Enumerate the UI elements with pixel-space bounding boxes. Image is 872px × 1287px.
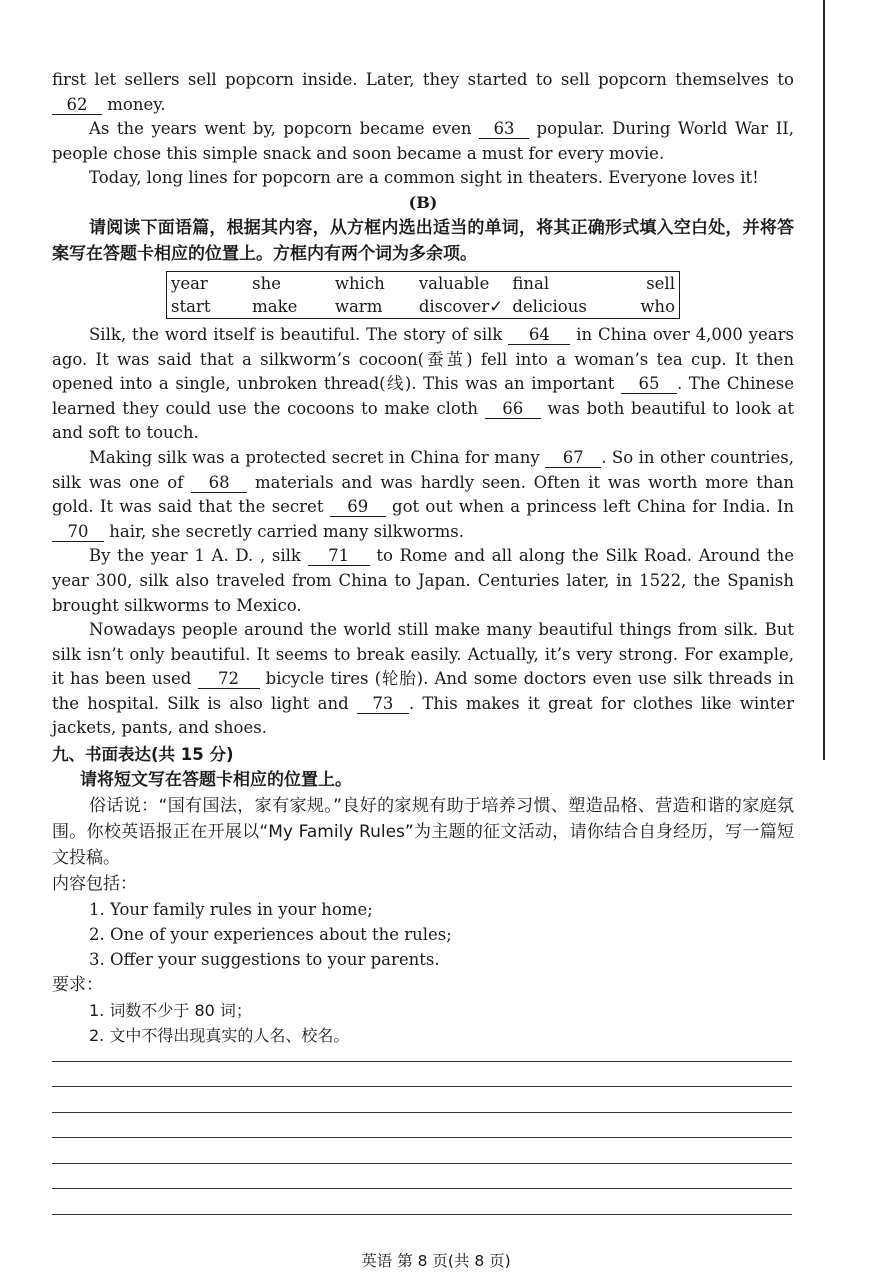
passage-a-paragraph: As the years went by, popcorn became even 63 popular. During World War II, people chose this simple snack and soon became a must for every movie.	[52, 119, 794, 163]
writing-line[interactable]	[52, 1113, 792, 1139]
writing-line[interactable]	[52, 1087, 792, 1113]
writing-line[interactable]	[52, 1036, 792, 1062]
section-9-instruction: 请将短文写在答题卡相应的位置上。	[80, 770, 352, 791]
content-item: 3. Offer your suggestions to your parents.	[89, 950, 440, 970]
writing-line[interactable]	[52, 1189, 792, 1215]
word-box-cell: who	[640, 296, 675, 316]
content-item: 1. Your family rules in your home;	[89, 900, 373, 920]
requirement-item: 1. 词数不少于 80 词；	[89, 1001, 252, 1021]
blank-62[interactable]: 62	[52, 96, 102, 115]
content-label: 内容包括：	[52, 874, 137, 895]
passage-b-paragraph-2: Making silk was a protected secret in China for many 67 . So in other countries, silk was one of 68 materials and was hardly seen. Often it was worth more than gold. It was said that the secret 69 got out when a princess left China for India. In 70 hair, she secretly carried many silkworms.	[52, 447, 794, 541]
content-item: 2. One of your experiences about the rules;	[89, 925, 452, 945]
writing-line[interactable]	[52, 1062, 792, 1088]
writing-line[interactable]	[52, 1138, 792, 1164]
passage-a-paragraph: Today, long lines for popcorn are a common sight in theaters. Everyone loves it!	[89, 168, 759, 188]
section-b-label: (B)	[408, 192, 438, 212]
section-9-prompt: 俗话说：“国有国法，家有家规。”良好的家规有助于培养习惯、塑造品格、营造和谐的家庭氛围。你校英语报正在开展以“My Family Rules”为主题的征文活动，请你结合自身经历，写一篇短文投稿。	[52, 796, 794, 869]
blank-67[interactable]: 67	[545, 449, 601, 468]
blank-66[interactable]: 66	[485, 400, 541, 419]
word-box-cell: sell	[646, 273, 675, 293]
passage-b-paragraph-4: Nowadays people around the world still make many beautiful things from silk. But silk isn’t only beautiful. It seems to break easily. Actually, it’s very strong. For example, it has been used 72 bicycle tires (轮胎). And some doctors even use silk threads in the hospital. Silk is also light and 73 . This makes it great for clothes like winter jackets, pants, and shoes.	[52, 620, 795, 738]
word-box-cell: warm	[334, 296, 383, 316]
blank-65[interactable]: 65	[621, 375, 677, 394]
writing-area[interactable]	[52, 1036, 792, 1215]
blank-73[interactable]: 73	[357, 695, 409, 714]
word-box	[166, 271, 680, 319]
blank-70[interactable]: 70	[52, 523, 104, 542]
page-edge-rule	[823, 0, 825, 760]
section-9-heading: 九、书面表达(共 15 分)	[52, 745, 234, 765]
exam-page	[52, 68, 794, 1048]
page-footer: 英语 第 8 页(共 8 页)	[361, 1252, 511, 1270]
word-box-cell: valuable	[418, 273, 490, 293]
blank-64[interactable]: 64	[508, 326, 570, 345]
word-box-cell: final	[512, 273, 550, 293]
word-box-cell: she	[252, 273, 281, 293]
word-box-cell: discover✓	[418, 296, 504, 316]
blank-68[interactable]: 68	[191, 474, 247, 493]
passage-a-paragraph: first let sellers sell popcorn inside. Later, they started to sell popcorn themselves to 62 money.	[52, 70, 794, 114]
word-box-cell: year	[171, 273, 208, 293]
word-box-cell: make	[252, 296, 298, 316]
requirement-item: 2. 文中不得出现真实的人名、校名。	[89, 1026, 350, 1046]
blank-69[interactable]: 69	[330, 498, 386, 517]
word-box-cell: delicious	[512, 296, 587, 316]
passage-b-paragraph-3: By the year 1 A. D. , silk 71 to Rome and all along the Silk Road. Around the year 300, silk also traveled from China to Japan. Centuries later, in 1522, the Spanish brought silkworms to Mexico.	[52, 546, 794, 615]
word-box-cell: start	[171, 296, 211, 316]
passage-b-paragraph-1: Silk, the word itself is beautiful. The story of silk 64 in China over 4,000 years ago. It was said that a silkworm’s cocoon(蚕茧) fell into a woman’s tea cup. It then opened into a single, unbroken thread(线). This was an important 65 . The Chinese learned they could use the cocoons to make cloth 66 was both beautiful to look at and soft to touch.	[52, 324, 795, 443]
word-box-cell: which	[334, 273, 385, 293]
requirements-label: 要求：	[52, 975, 103, 996]
blank-71[interactable]: 71	[308, 547, 370, 566]
blank-63[interactable]: 63	[479, 120, 529, 139]
blank-72[interactable]: 72	[198, 670, 260, 689]
writing-line[interactable]	[52, 1164, 792, 1190]
section-b-instructions: 请阅读下面语篇，根据其内容，从方框内选出适当的单词，将其正确形式填入空白处，并将答案写在答题卡相应的位置上。方框内有两个词为多余项。	[52, 217, 794, 264]
